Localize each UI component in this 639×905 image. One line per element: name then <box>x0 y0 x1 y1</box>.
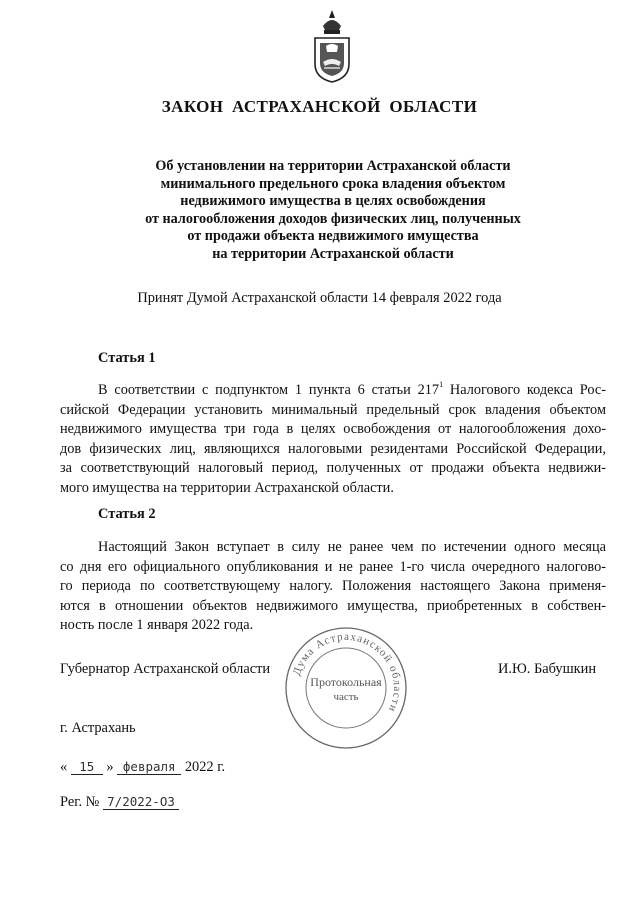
article-2-text <box>60 538 606 636</box>
article-line: В соответствии с подпунктом 1 пункта 6 статьи $217^1$ Налогового кодекса Рос- <box>98 380 606 398</box>
governor-label: Губернатор Астраханской области <box>60 661 271 677</box>
adoption-note: Принят Думой Астраханской области 14 февраля 2022 года <box>137 290 502 306</box>
article-1-heading: Статья 1 <box>98 350 156 366</box>
article-line: ность после 1 января 2022 года. <box>60 617 254 633</box>
article-line: сийской Федерации установить минимальный предельный срок владения объектом <box>60 401 606 418</box>
article-line: Настоящий Закон вступает в силу не ранее чем по истечении одного месяца <box>98 539 606 555</box>
subject-line: на территории Астраханской области <box>212 245 454 262</box>
stamp-center-text: Протокольная <box>310 675 382 689</box>
coat-of-arms-emblem <box>309 8 355 84</box>
article-line: со дня его официального опубликования и не ранее 1-го числа очередного налогово- <box>60 558 606 575</box>
law-title: ЗАКОН АСТРАХАНСКОЙ ОБЛАСТИ <box>161 97 478 116</box>
signing-date: « 15 » февраля 2022 г. <box>60 759 226 775</box>
subject-line: Об установлении на территории Астраханской области <box>155 158 511 174</box>
duma-seal-stamp <box>282 624 410 752</box>
reg-number-value: 7/2022-ОЗ <box>103 795 179 810</box>
article-line: мого имущества на территории Астраханской области. <box>60 479 394 496</box>
article-2-heading: Статья 2 <box>98 506 156 522</box>
article-line: дов физических лиц, являющихся налоговыми резидентами Российской Федерации, <box>60 440 606 457</box>
subject-line: от налогообложения доходов физических лиц, полученных <box>145 210 521 227</box>
registration-number <box>60 794 179 811</box>
date-year: 2022 г. <box>184 759 226 775</box>
article-line: ются в отношении объектов недвижимого имущества, приобретенных в собствен- <box>60 597 606 614</box>
subject-line: минимального предельного срока владения объектом <box>160 175 506 192</box>
stamp-ring-text: Дума Астраханской области <box>290 630 404 715</box>
signing-city: г. Астрахань <box>60 720 136 736</box>
governor-name: И.Ю. Бабушкин <box>498 661 597 677</box>
article-1-text <box>60 381 606 498</box>
date-day: 15 <box>71 760 103 775</box>
reg-label: Рег. № <box>60 794 100 810</box>
date-month: февраля <box>117 760 181 775</box>
subject-line: от продажи объекта недвижимого имущества <box>187 228 479 244</box>
law-subject <box>100 158 566 263</box>
stamp-center-text: часть <box>333 691 359 703</box>
article-line: недвижимого имущества три года в целях освобождения от налогообложения дохо- <box>60 421 606 437</box>
article-line: го периода по соответствующему налогу. Положения настоящего Закона применя- <box>60 578 606 594</box>
superscript: 1 <box>439 380 444 389</box>
article-line: за соответствующий налоговый период, полученных от продажи объекта недвижи- <box>60 460 606 476</box>
subject-line: недвижимого имущества в целях освобождения <box>180 193 486 209</box>
